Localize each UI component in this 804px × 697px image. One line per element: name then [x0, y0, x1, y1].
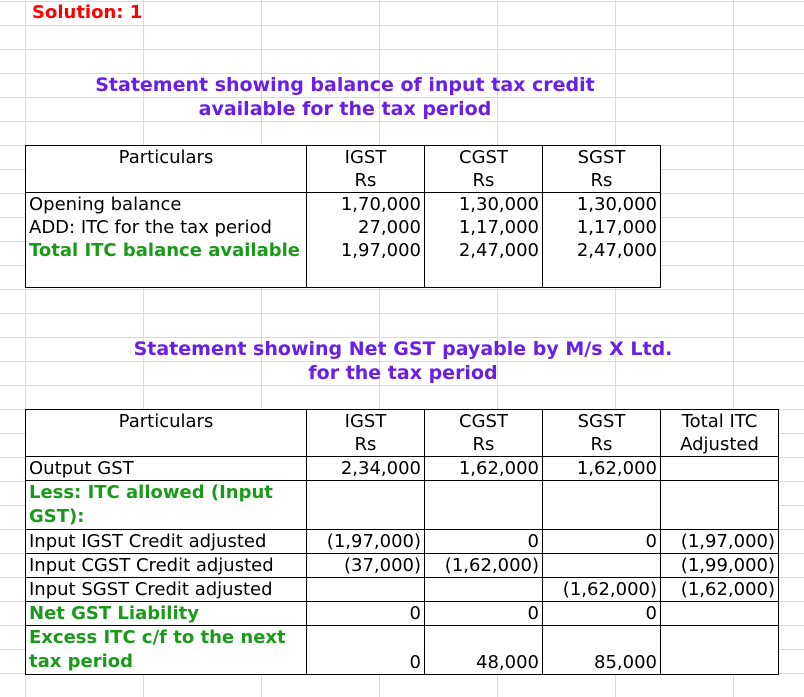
- table-header-row: [26, 146, 661, 170]
- cell-total: (1,62,000): [661, 578, 779, 602]
- cell-total: [661, 602, 779, 626]
- table-units-row: [26, 433, 779, 457]
- net-gst-table: [25, 409, 779, 675]
- table-row: [26, 530, 779, 554]
- table-row: [26, 239, 661, 288]
- cell-total: (1,97,000): [661, 530, 779, 554]
- cell-cgst: 48,000: [425, 626, 543, 675]
- cell-igst: [307, 578, 425, 602]
- units-cgst: Rs: [425, 169, 543, 193]
- row-label-excess-itc: Excess ITC c/f to the next tax period: [26, 626, 307, 675]
- cell-sgst: 0: [543, 602, 661, 626]
- table-row: [26, 554, 779, 578]
- cell-cgst: 2,47,000: [425, 239, 543, 288]
- cell-igst: 2,34,000: [307, 457, 425, 481]
- row-label-less-itc: Less: ITC allowed (Input GST):: [26, 481, 307, 530]
- header-total-itc: Total ITC: [661, 410, 779, 434]
- header-cgst: CGST: [425, 146, 543, 170]
- header-particulars: Particulars: [26, 410, 307, 434]
- row-label: Opening balance: [26, 193, 307, 217]
- cell-cgst: 0: [425, 602, 543, 626]
- cell-total: [661, 626, 779, 675]
- row-label: Input CGST Credit adjusted: [26, 554, 307, 578]
- units-igst: Rs: [307, 169, 425, 193]
- row-label-total: Total ITC balance available: [26, 239, 307, 288]
- cell-sgst: 85,000: [543, 626, 661, 675]
- cell-igst: 1,97,000: [307, 239, 425, 288]
- header-igst: IGST: [307, 146, 425, 170]
- table-units-row: [26, 169, 661, 193]
- header-particulars: Particulars: [26, 146, 307, 170]
- cell-cgst: 0: [425, 530, 543, 554]
- units-igst: Rs: [307, 433, 425, 457]
- cell-igst: [307, 481, 425, 530]
- units-sgst: Rs: [543, 169, 661, 193]
- table-row: [26, 626, 779, 675]
- cell-total: [661, 457, 779, 481]
- header-cgst: CGST: [425, 410, 543, 434]
- row-label: Output GST: [26, 457, 307, 481]
- cell-sgst: (1,62,000): [543, 578, 661, 602]
- cell-sgst: [543, 554, 661, 578]
- header-igst: IGST: [307, 410, 425, 434]
- row-label: ADD: ITC for the tax period: [26, 216, 307, 239]
- cell-igst: 0: [307, 626, 425, 675]
- cell-cgst: [425, 578, 543, 602]
- statement2-title-line1: Statement showing Net GST payable by M/s X Ltd.: [133, 338, 673, 360]
- row-label: Input IGST Credit adjusted: [26, 530, 307, 554]
- solution-label: Solution: 1: [32, 2, 143, 23]
- table-row: [26, 481, 779, 530]
- header-sgst: SGST: [543, 146, 661, 170]
- cell-sgst: 1,62,000: [543, 457, 661, 481]
- cell-cgst: 1,17,000: [425, 216, 543, 239]
- header-sgst: SGST: [543, 410, 661, 434]
- cell-total: [661, 481, 779, 530]
- cell-igst: 0: [307, 602, 425, 626]
- cell-sgst: 2,47,000: [543, 239, 661, 288]
- table-row: [26, 193, 661, 217]
- table-row: [26, 578, 779, 602]
- cell-sgst: 1,17,000: [543, 216, 661, 239]
- units-total-itc: Adjusted: [661, 433, 779, 457]
- statement1-title-line1: Statement showing balance of input tax credit: [95, 74, 595, 96]
- table-row: [26, 602, 779, 626]
- cell-sgst: 0: [543, 530, 661, 554]
- row-label: Input SGST Credit adjusted: [26, 578, 307, 602]
- units-sgst: Rs: [543, 433, 661, 457]
- cell-sgst: 1,30,000: [543, 193, 661, 217]
- cell-cgst: 1,62,000: [425, 457, 543, 481]
- table-row: [26, 216, 661, 239]
- cell-sgst: [543, 481, 661, 530]
- table-row: [26, 457, 779, 481]
- statement1-title-line2: available for the tax period: [198, 98, 492, 120]
- cell-igst: 1,70,000: [307, 193, 425, 217]
- units-particulars: [26, 433, 307, 457]
- cell-igst: (37,000): [307, 554, 425, 578]
- units-cgst: Rs: [425, 433, 543, 457]
- itc-balance-table: [25, 145, 661, 288]
- cell-cgst: [425, 481, 543, 530]
- cell-cgst: (1,62,000): [425, 554, 543, 578]
- row-label-net-liability: Net GST Liability: [26, 602, 307, 626]
- cell-total: (1,99,000): [661, 554, 779, 578]
- table-header-row: [26, 410, 779, 434]
- cell-igst: 27,000: [307, 216, 425, 239]
- units-particulars: [26, 169, 307, 193]
- cell-cgst: 1,30,000: [425, 193, 543, 217]
- cell-igst: (1,97,000): [307, 530, 425, 554]
- statement2-title-line2: for the tax period: [308, 362, 498, 384]
